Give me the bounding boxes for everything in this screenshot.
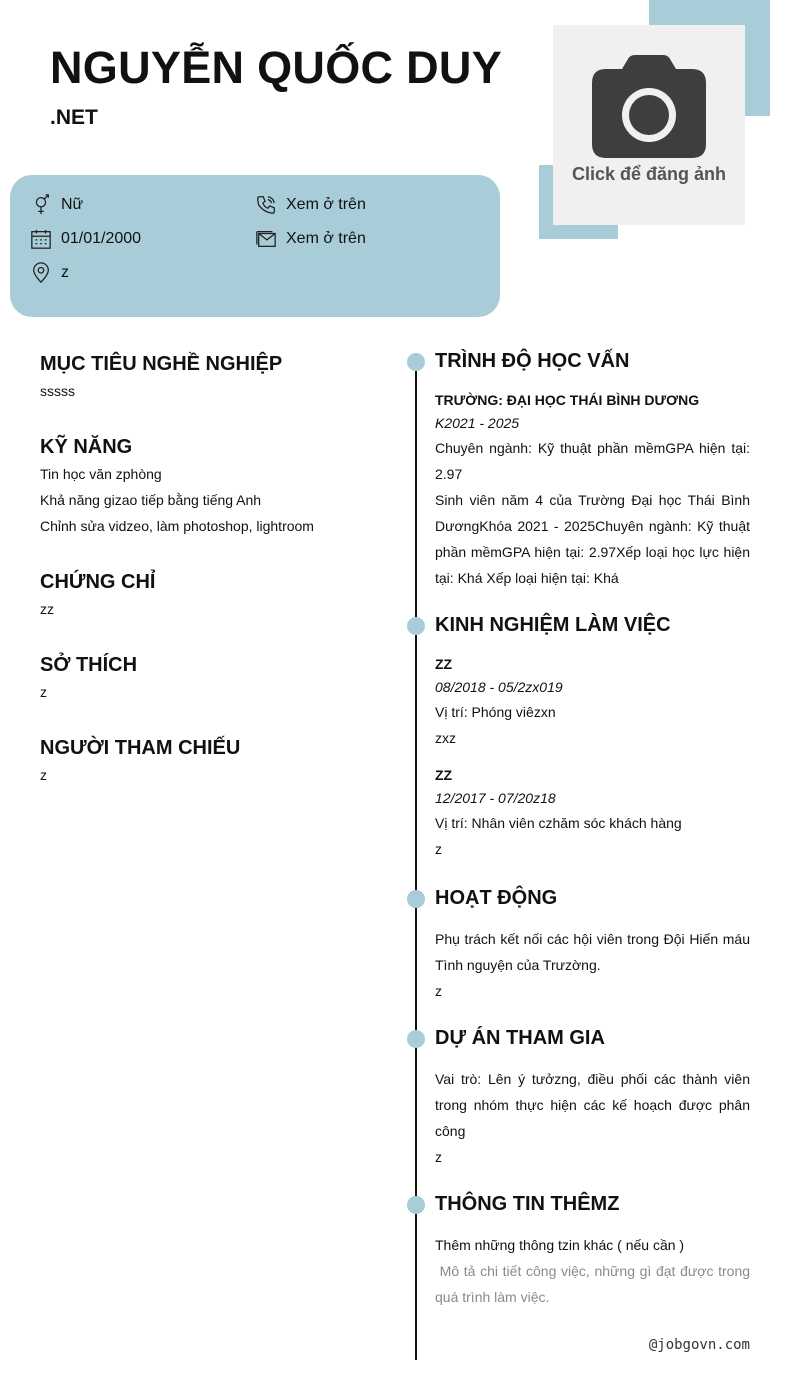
references-section [40, 734, 370, 788]
job-company: ZZ [435, 767, 453, 783]
hobbies-section [40, 651, 370, 705]
objective-heading: MỤC TIÊU NGHỀ NGHIỆP [40, 353, 283, 375]
photo-upload[interactable] [553, 25, 745, 225]
school-name: TRƯỜNG: ĐẠI HỌC THÁI BÌNH DƯƠNG [435, 392, 700, 408]
phone-icon [255, 194, 277, 216]
more-info-text: Thêm những thông tzin khác ( nếu cần ) [435, 1237, 685, 1253]
education-period: K2021 - 2025 [435, 415, 520, 431]
skills-heading: KỸ NĂNG [40, 436, 133, 458]
timeline-dot [407, 890, 425, 908]
address-row [30, 262, 69, 284]
timeline-dot [407, 1030, 425, 1048]
more-info-hint: Mô tả chi tiết công việc, những gì đạt được trong quá trình làm việc. [435, 1263, 754, 1305]
objective-text: sssss [40, 383, 75, 399]
education-section [435, 347, 750, 591]
hobbies-text: z [40, 684, 47, 700]
contact-panel [10, 175, 500, 317]
candidate-name: NGUYỄN QUỐC DUY [50, 42, 503, 93]
activities-section [435, 884, 750, 1004]
objective-section [40, 350, 370, 404]
gender-value: Nữ [61, 196, 84, 213]
skill-item: Tin học văn zphòng [40, 466, 162, 482]
job-period: 08/2018 - 05/2zx019 [435, 679, 563, 695]
projects-text: Vai trò: Lên ý tưởzng, điều phối các thành viên trong nhóm thực hiện các kế hoạch được phân công [435, 1071, 750, 1139]
projects-detail: z [435, 1149, 442, 1165]
footer-credit: @jobgovn.com [648, 1337, 750, 1353]
address-value: z [61, 264, 69, 281]
photo-caption: Click để đăng ảnh [571, 164, 727, 184]
projects-heading: DỰ ÁN THAM GIA [435, 1027, 605, 1049]
job-title: .NET [50, 106, 98, 129]
activities-heading: HOẠT ĐỘNG [435, 887, 558, 909]
phone-row [255, 194, 366, 216]
job-company: ZZ [435, 656, 453, 672]
references-heading: NGƯỜI THAM CHIẾU [40, 737, 241, 759]
more-info-heading: THÔNG TIN THÊMZ [435, 1193, 620, 1215]
calendar-icon [30, 228, 52, 250]
job-detail: zxz [435, 730, 456, 746]
experience-section [435, 611, 750, 862]
birthday-row [30, 228, 141, 250]
phone-value: Xem ở trên [286, 196, 366, 213]
gender-icon [30, 194, 52, 216]
timeline-dot [407, 617, 425, 635]
birthday-value: 01/01/2000 [61, 230, 142, 247]
location-icon [30, 262, 52, 284]
projects-section [435, 1024, 750, 1170]
timeline-dot [407, 1196, 425, 1214]
activities-text: Phụ trách kết nối các hội viên trong Đội Hiến máu Tình nguyện của Trưzờng. [435, 931, 750, 973]
activities-detail: z [435, 983, 442, 999]
more-info-section [435, 1190, 754, 1310]
job-position: Vị trí: Phóng viêzxn [435, 704, 556, 720]
experience-heading: KINH NGHIỆM LÀM VIỆC [435, 614, 671, 636]
email-icon [255, 228, 277, 250]
camera-icon [592, 55, 706, 158]
timeline-dot [407, 353, 425, 371]
hobbies-heading: SỞ THÍCH [40, 654, 138, 676]
skill-item: Chỉnh sửa vidzeo, làm photoshop, lightroom [40, 518, 314, 534]
email-value: Xem ở trên [286, 230, 366, 247]
gender-row [30, 194, 83, 216]
job-detail: z [435, 841, 442, 857]
skill-item: Khả năng gizao tiếp bằng tiếng Anh [40, 492, 262, 508]
references-text: z [40, 767, 47, 783]
education-major: Chuyên ngành: Kỹ thuật phần mềmGPA hiện tại: 2.97 [435, 440, 750, 482]
job-position: Vị trí: Nhân viên czhăm sóc khách hàng [435, 815, 682, 831]
job-period: 12/2017 - 07/20z18 [435, 790, 556, 806]
email-row [255, 228, 366, 250]
skills-section [40, 433, 370, 539]
education-heading: TRÌNH ĐỘ HỌC VẤN [435, 350, 630, 372]
certificates-text: zz [40, 601, 54, 617]
certificates-section [40, 568, 370, 622]
education-description: Sinh viên năm 4 của Trường Đại học Thái Bình DươngKhóa 2021 - 2025Chuyên ngành: Kỹ thuật phần mềmGPA hiện tại: 2.97Xếp loại học lực hiện tại: Khá Xếp loại hiện tại: Khá [435, 492, 750, 586]
certificates-heading: CHỨNG CHỈ [40, 571, 156, 593]
